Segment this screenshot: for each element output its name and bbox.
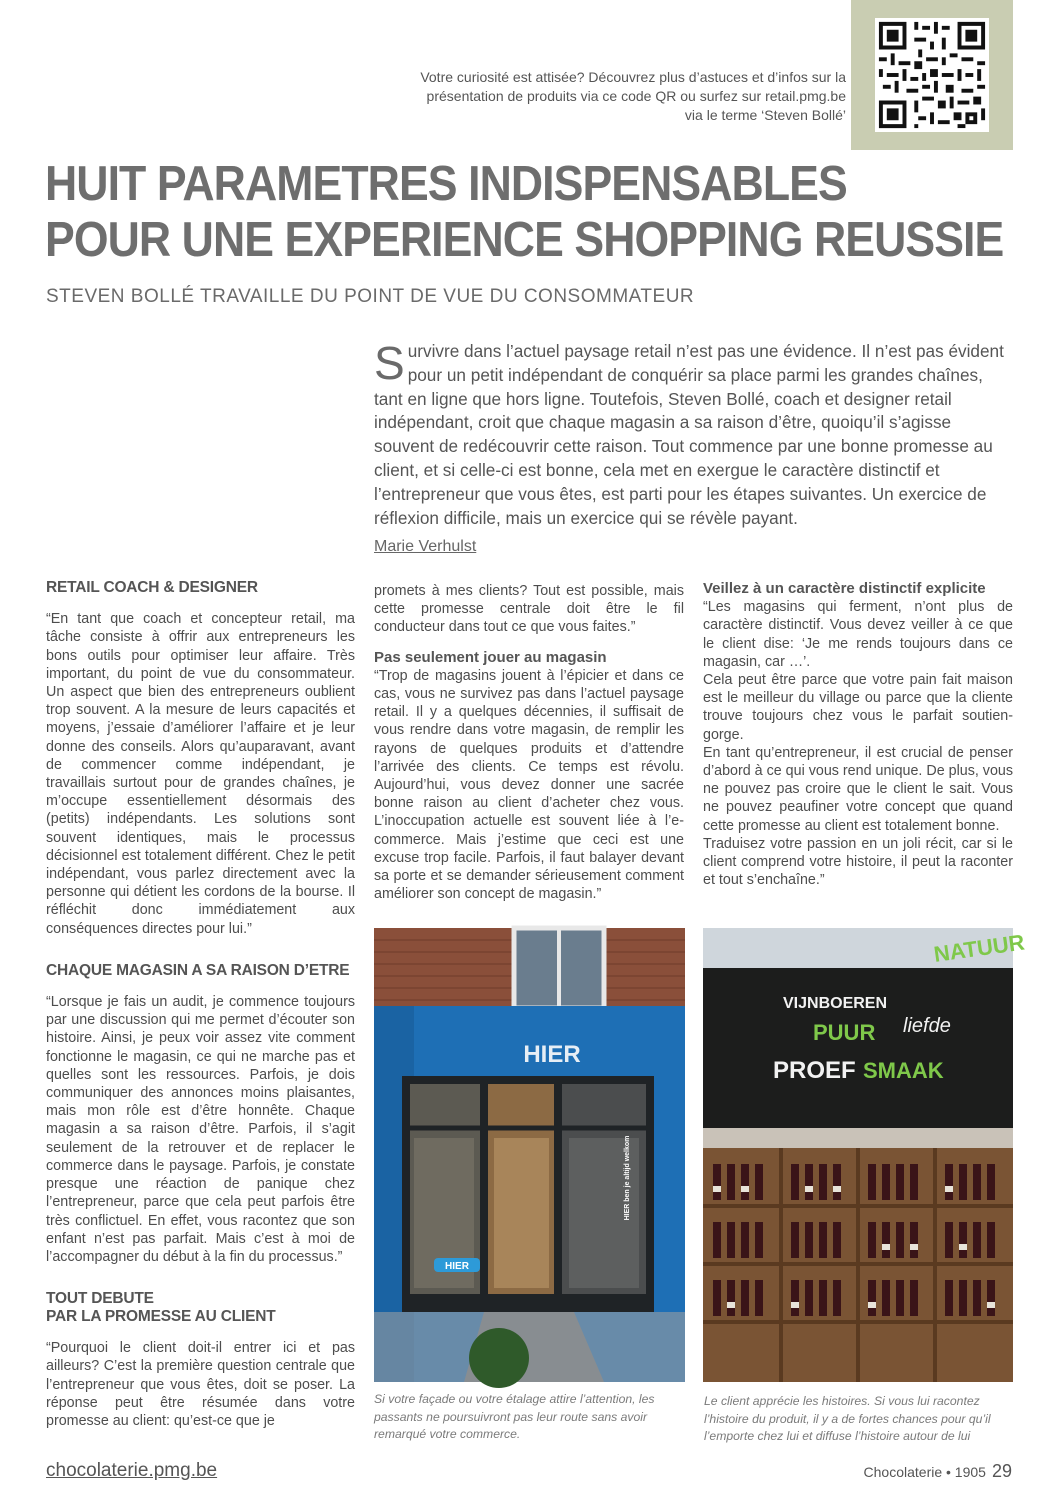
paragraph: promets à mes clients? Tout est possible, mais cette promesse centrale doit être le fil conducteur dans tout ce que vous faites.” [374, 583, 684, 636]
board-text: SMAAK [863, 1058, 944, 1083]
page-number: 29 [991, 1461, 1012, 1481]
board-text: PUUR [813, 1020, 876, 1045]
paragraph: Cela peut être parce que votre pain fait maison est le meilleur du village ou parce que la cliente trouve toujours chez vous le parfait soutien-gorge. [703, 672, 1013, 743]
shop-facade-photo [374, 928, 685, 1382]
subsection-heading: Veillez à un caractère distinctif explicite [703, 580, 986, 597]
board-text: liefde [903, 1015, 951, 1037]
heading-line: TOUT DEBUTE [46, 1290, 154, 1308]
website-link[interactable]: chocolaterie.pmg.be [46, 1460, 218, 1481]
column-1 [46, 579, 355, 1430]
board-text: VIJNBOEREN [783, 995, 888, 1012]
article-title [45, 156, 1004, 268]
title-line-2: POUR UNE EXPERIENCE SHOPPING REUSSIE [45, 213, 1004, 267]
section-heading [46, 1290, 355, 1326]
shop-sign: HIER [523, 1041, 581, 1068]
door-sign: HIER [445, 1261, 469, 1272]
heading-line: PAR LA PROMESSE AU CLIENT [46, 1308, 276, 1326]
column-3 [703, 580, 1013, 889]
paragraph: “Lorsque je fais un audit, je commence toujours par une discussion qui me permet d’écouter son histoire. Ainsi, je peux voir assez vite comment fonctionne le magasin, ce qui ne marche pas et quelles sont les ressources. Parfois, je dois communiquer des annonces moins plaisantes, mais mon rôle est d’être honnête. Chaque magasin a sa raison d’être. Parfois, il s’agit seulement de la retrouver et de replacer le commerce dans le paysage. Parfois, je constate presque une réaction de panique chez l’entrepreneur, parce que cela peut parfois être très conflictuel. En effet, vous racontez que son enfant n’est pas parfait. Mais c’est à moi de l’accompagner du début à la fin du processus.” [46, 994, 355, 1265]
title-line-1: HUIT PARAMETRES INDISPENSABLES [45, 157, 847, 211]
window-sign: HIER ben je altijd welkom [624, 1135, 631, 1221]
subsection-heading: Pas seulement jouer au magasin [374, 648, 607, 666]
photo-caption: Le client apprécie les histoires. Si vous lui racontez l’histoire du produit, il y a de fortes chances pour qu’il l’emporte chez lui et diffuse l’histoire autour de lui [704, 1394, 991, 1443]
section-heading: RETAIL COACH & DESIGNER [46, 579, 258, 596]
page-footer [864, 1461, 1012, 1482]
photo-caption: Si votre façade ou votre étalage attire l’attention, les passants ne poursuivront pas leur route sans avoir remarqué votre commerce. [374, 1392, 655, 1441]
board-text: NATUUR [932, 929, 1027, 967]
wine-shop-photo [703, 928, 1027, 1382]
author-byline[interactable]: Marie Verhulst [374, 538, 477, 555]
paragraph: “Pourquoi le client doit-il entrer ici et pas ailleurs? C’est la première question centrale que l’entrepreneur que vous êtes, doit se poser. La réponse peut être résumée dans votre promesse au client: qu’est-ce que je [46, 1340, 355, 1429]
board-text: PROEF [773, 1057, 856, 1084]
paragraph: “Trop de magasins jouent à l’épicier et dans ce cas, vous ne survivez pas dans l’actuel paysage retail. Il y a quelques décennies, il suffisait de vous rendre dans votre magasin, de remplir les rayons de quelques produits et d’attendre l’arrivée des clients. Ce temps est révolu. Aujourd’hui, vous devez donner une sacrée bonne raison au client d’acheter chez vous. L’inoccupation actuelle est souvent liée à l’e-commerce. Mais j’estime que ceci est une excuse trop facile. Parfois, il faut balayer devant sa porte et se demander sérieusement comment améliorer son concept de magasin.” [374, 667, 684, 903]
article-subtitle: STEVEN BOLLÉ TRAVAILLE DU POINT DE VUE DU CONSOMMATEUR [46, 286, 695, 307]
paragraph: “En tant que coach et concepteur retail, ma tâche consiste à offrir aux entrepreneurs les bons outils pour optimiser leur affaire. Très important, du point de vue du consommateur. Un aspect que bien des entrepreneurs oublient trop souvent. A la mesure de leurs capacités et moyens, j’essaie d’améliorer l’affaire et je leur donne des conseils. Alors qu’auparavant, avant de commencer comme indépendant, je travaillais surtout pour de grandes chaînes, je m’occupe essentiellement désormais des (petits) indépendants. Les solutions sont souvent identiques, mais le processus décisionnel est totalement différent. Chez le petit indépendant, vous parlez directement avec la personne qui détient les cordons de la bourse. Il réfléchit donc immédiatement aux conséquences directes pour lui.” [46, 611, 355, 937]
magazine-name: Chocolaterie • 1905 [863, 1464, 986, 1480]
lead-text: urvivre dans l’actuel paysage retail n’est pas une évidence. Il n’est pas évident pour un petit indépendant de conquérir sa place parmi les grandes chaînes, tant en ligne que hors ligne. Toutefois, Steven Bollé, coach et designer retail indépendant, croit que chaque magasin a sa raison d’être, quoiqu’il s’agisse souvent de redécouvrir cette raison. Tout commence par une bonne promesse au client, et si celle-ci est bonne, cela met en exergue le caractère distinctif et l’entrepreneur que vous êtes, est parti pour les étapes suivantes. Un exercice de réflexion difficile, mais un exercice qui se révèle payant. [374, 341, 1004, 528]
qr-intro-text: Votre curiosité est attisée? Découvrez plus d’astuces et d’infos sur la présentation de produits via ce code QR ou surfez sur retail.pmg.be via le terme ‘Steven Bollé’ [420, 69, 846, 123]
paragraph: Traduisez votre passion en un joli récit, car si le client comprend votre histoire, il peut la raconter et tout s’enchaîne.” [703, 835, 1013, 889]
drop-cap: S [374, 337, 405, 389]
column-2 [374, 582, 684, 903]
paragraph: “Les magasins qui ferment, n’ont plus de caractère distinctif. Vous devez veiller à ce que le client dise: ‘Je me rends toujours dans ce magasin, car …’. [703, 599, 1013, 670]
qr-code-icon[interactable] [875, 18, 989, 132]
section-heading: CHAQUE MAGASIN A SA RAISON D’ETRE [46, 961, 350, 979]
lead-paragraph [374, 337, 1012, 530]
paragraph: En tant qu’entrepreneur, il est crucial de penser d’abord à ce qui vous rend unique. De plus, vous ne pouvez pas croire que le client le sait. Vous ne pouvez peaufiner votre concept que quand cette promesse au client est totalement bonne. [703, 744, 1013, 834]
